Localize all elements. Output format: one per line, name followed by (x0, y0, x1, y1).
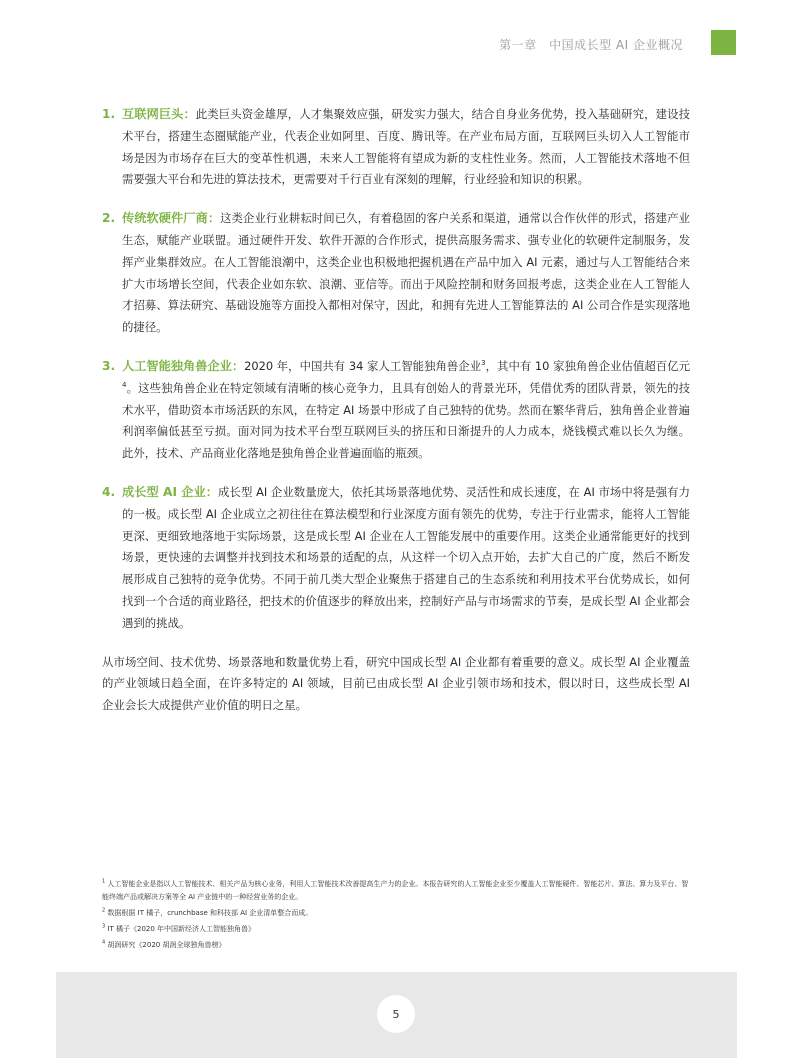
footnote-1 (102, 878, 694, 904)
footnote-ref-3[interactable]: 3 (481, 359, 486, 368)
item-text-part-a: 2020 年，中国共有 34 家人工智能独角兽企业 (244, 358, 482, 373)
item-number: 3. (102, 358, 116, 373)
footnote-text: 数据根据 IT 橘子，crunchbase 和科技部 AI 企业清单整合而成。 (107, 909, 313, 917)
item-text: 此类巨头资金雄厚，人才集聚效应强，研发实力强大，结合自身业务优势，投入基础研究，建设技术平台，搭建生态圈赋能产业，代表企业如阿里、百度、腾讯等。在产业布局方面，互联网巨头切入人工智能市场是因为市场存在巨大的变革性机遇，未来人工智能将有望成为新的支柱性业务。然而，人工智能技术落地不但需要强大平台和先进的算法技术，更需要对千行百业有深刻的理解，行业经验和知识的积累。 (122, 107, 690, 187)
item-number: 1. (102, 107, 116, 121)
list-item-growth-ai (102, 482, 690, 635)
footnote-text: 人工智能企业是指以人工智能技术、相关产品为核心业务，利用人工智能技术改善提高生产力的企业。本报告研究的人工智能企业至少覆盖人工智能硬件、智能芯片、算法、算力及平台、智能终端产品或解决方案等全 AI 产业链中的一种经营业务的企业。 (102, 880, 689, 901)
footnote-mark: 1 (102, 878, 106, 885)
footnote-ref-4[interactable]: 4 (122, 380, 127, 389)
item-number: 4. (102, 484, 116, 499)
footnote-4 (102, 939, 694, 952)
list-item-unicorns (102, 356, 690, 465)
item-text-part-c: 。这些独角兽企业在特定领域有清晰的核心竞争力，且具有创始人的背景光环，凭借优秀的团队背景，领先的技术水平，借助资本市场活跃的东风，在特定 AI 场景中形成了自己独特的优势。然而在繁华背后，独角兽企业普遍利润率偏低甚至亏损。面对同为技术平台型互联网巨头的挤压和日渐提升的人力成本，烧钱模式难以长久为继。此外，技术、产品商业化落地是独角兽企业普遍面临的瓶颈。 (122, 380, 690, 461)
list-item-internet-giants (102, 104, 690, 191)
footnote-mark: 3 (102, 923, 106, 930)
header-accent-block (711, 30, 736, 55)
item-title: 人工智能独角兽企业： (122, 358, 245, 373)
main-content (102, 104, 690, 717)
chapter-header: 第一章 中国成长型 AI 企业概况 (499, 38, 683, 52)
footnote-text: IT 橘子《2020 年中国新经济人工智能独角兽》 (107, 925, 256, 933)
item-text-part-b: ，其中有 10 家独角兽企业估值超百亿元 (485, 358, 690, 373)
item-title: 成长型 AI 企业： (122, 484, 219, 499)
item-text: 这类企业行业耕耘时间已久，有着稳固的客户关系和渠道，通常以合作伙伴的形式，搭建产业生态，赋能产业联盟。通过硬件开发、软件开源的合作形式，提供高服务需求、强专业化的软硬件定制服务，发挥产业集群效应。在人工智能浪潮中，这类企业也积极地把握机遇在产品中加入 AI 元素，通过与人工智能结合来扩大市场增长空间，代表企业如东软、浪潮、亚信等。而出于风险控制和财务回报考虑，这类企业在人工智能人才招募、算法研究、基础设施等方面投入都相对保守，因此，和拥有先进人工智能算法的 AI 公司合作是实现落地的捷径。 (122, 211, 690, 335)
footnotes (102, 878, 694, 955)
footnote-3 (102, 923, 694, 936)
footnote-mark: 2 (102, 907, 106, 914)
footnote-mark: 4 (102, 939, 106, 946)
item-number: 2. (102, 211, 116, 226)
footnote-2 (102, 907, 694, 920)
footnote-text: 胡润研究《2020 胡润全球独角兽榜》 (107, 941, 226, 949)
page-number: 5 (377, 995, 415, 1033)
item-title: 互联网巨头： (122, 107, 196, 121)
item-title: 传统软硬件厂商： (122, 211, 221, 226)
summary-paragraph: 从市场空间、技术优势、场景落地和数量优势上看，研究中国成长型 AI 企业都有着重要的意义。成长型 AI 企业覆盖的产业领域日趋全面，在许多特定的 AI 领域，目前已由成长型 AI 企业引领市场和技术，假以时日，这些成长型 AI 企业会长大成提供产业价值的明日之星。 (102, 654, 690, 713)
item-text: 成长型 AI 企业数量庞大，依托其场景落地优势、灵活性和成长速度，在 AI 市场中将是强有力的一极。成长型 AI 企业成立之初往往在算法模型和行业深度方面有领先的优势，专注于行业需求，能将人工智能更深、更细致地落地于实际场景，这是成长型 AI 企业在人工智能发展中的重要作用。这类企业通常能更好的找到场景，更快速的去调整并找到技术和场景的适配的点，从这样一个切入点开始，去扩大自己的广度，然后不断发展形成自己独特的竞争优势。不同于前几类大型企业聚焦于搭建自己的生态系统和利用技术平台优势成长，如何找到一个合适的商业路径，把技术的价值逐步的释放出来，控制好产品与市场需求的节奏，是成长型 AI 企业都会遇到的挑战。 (122, 484, 691, 630)
list-item-traditional-vendors (102, 208, 690, 339)
